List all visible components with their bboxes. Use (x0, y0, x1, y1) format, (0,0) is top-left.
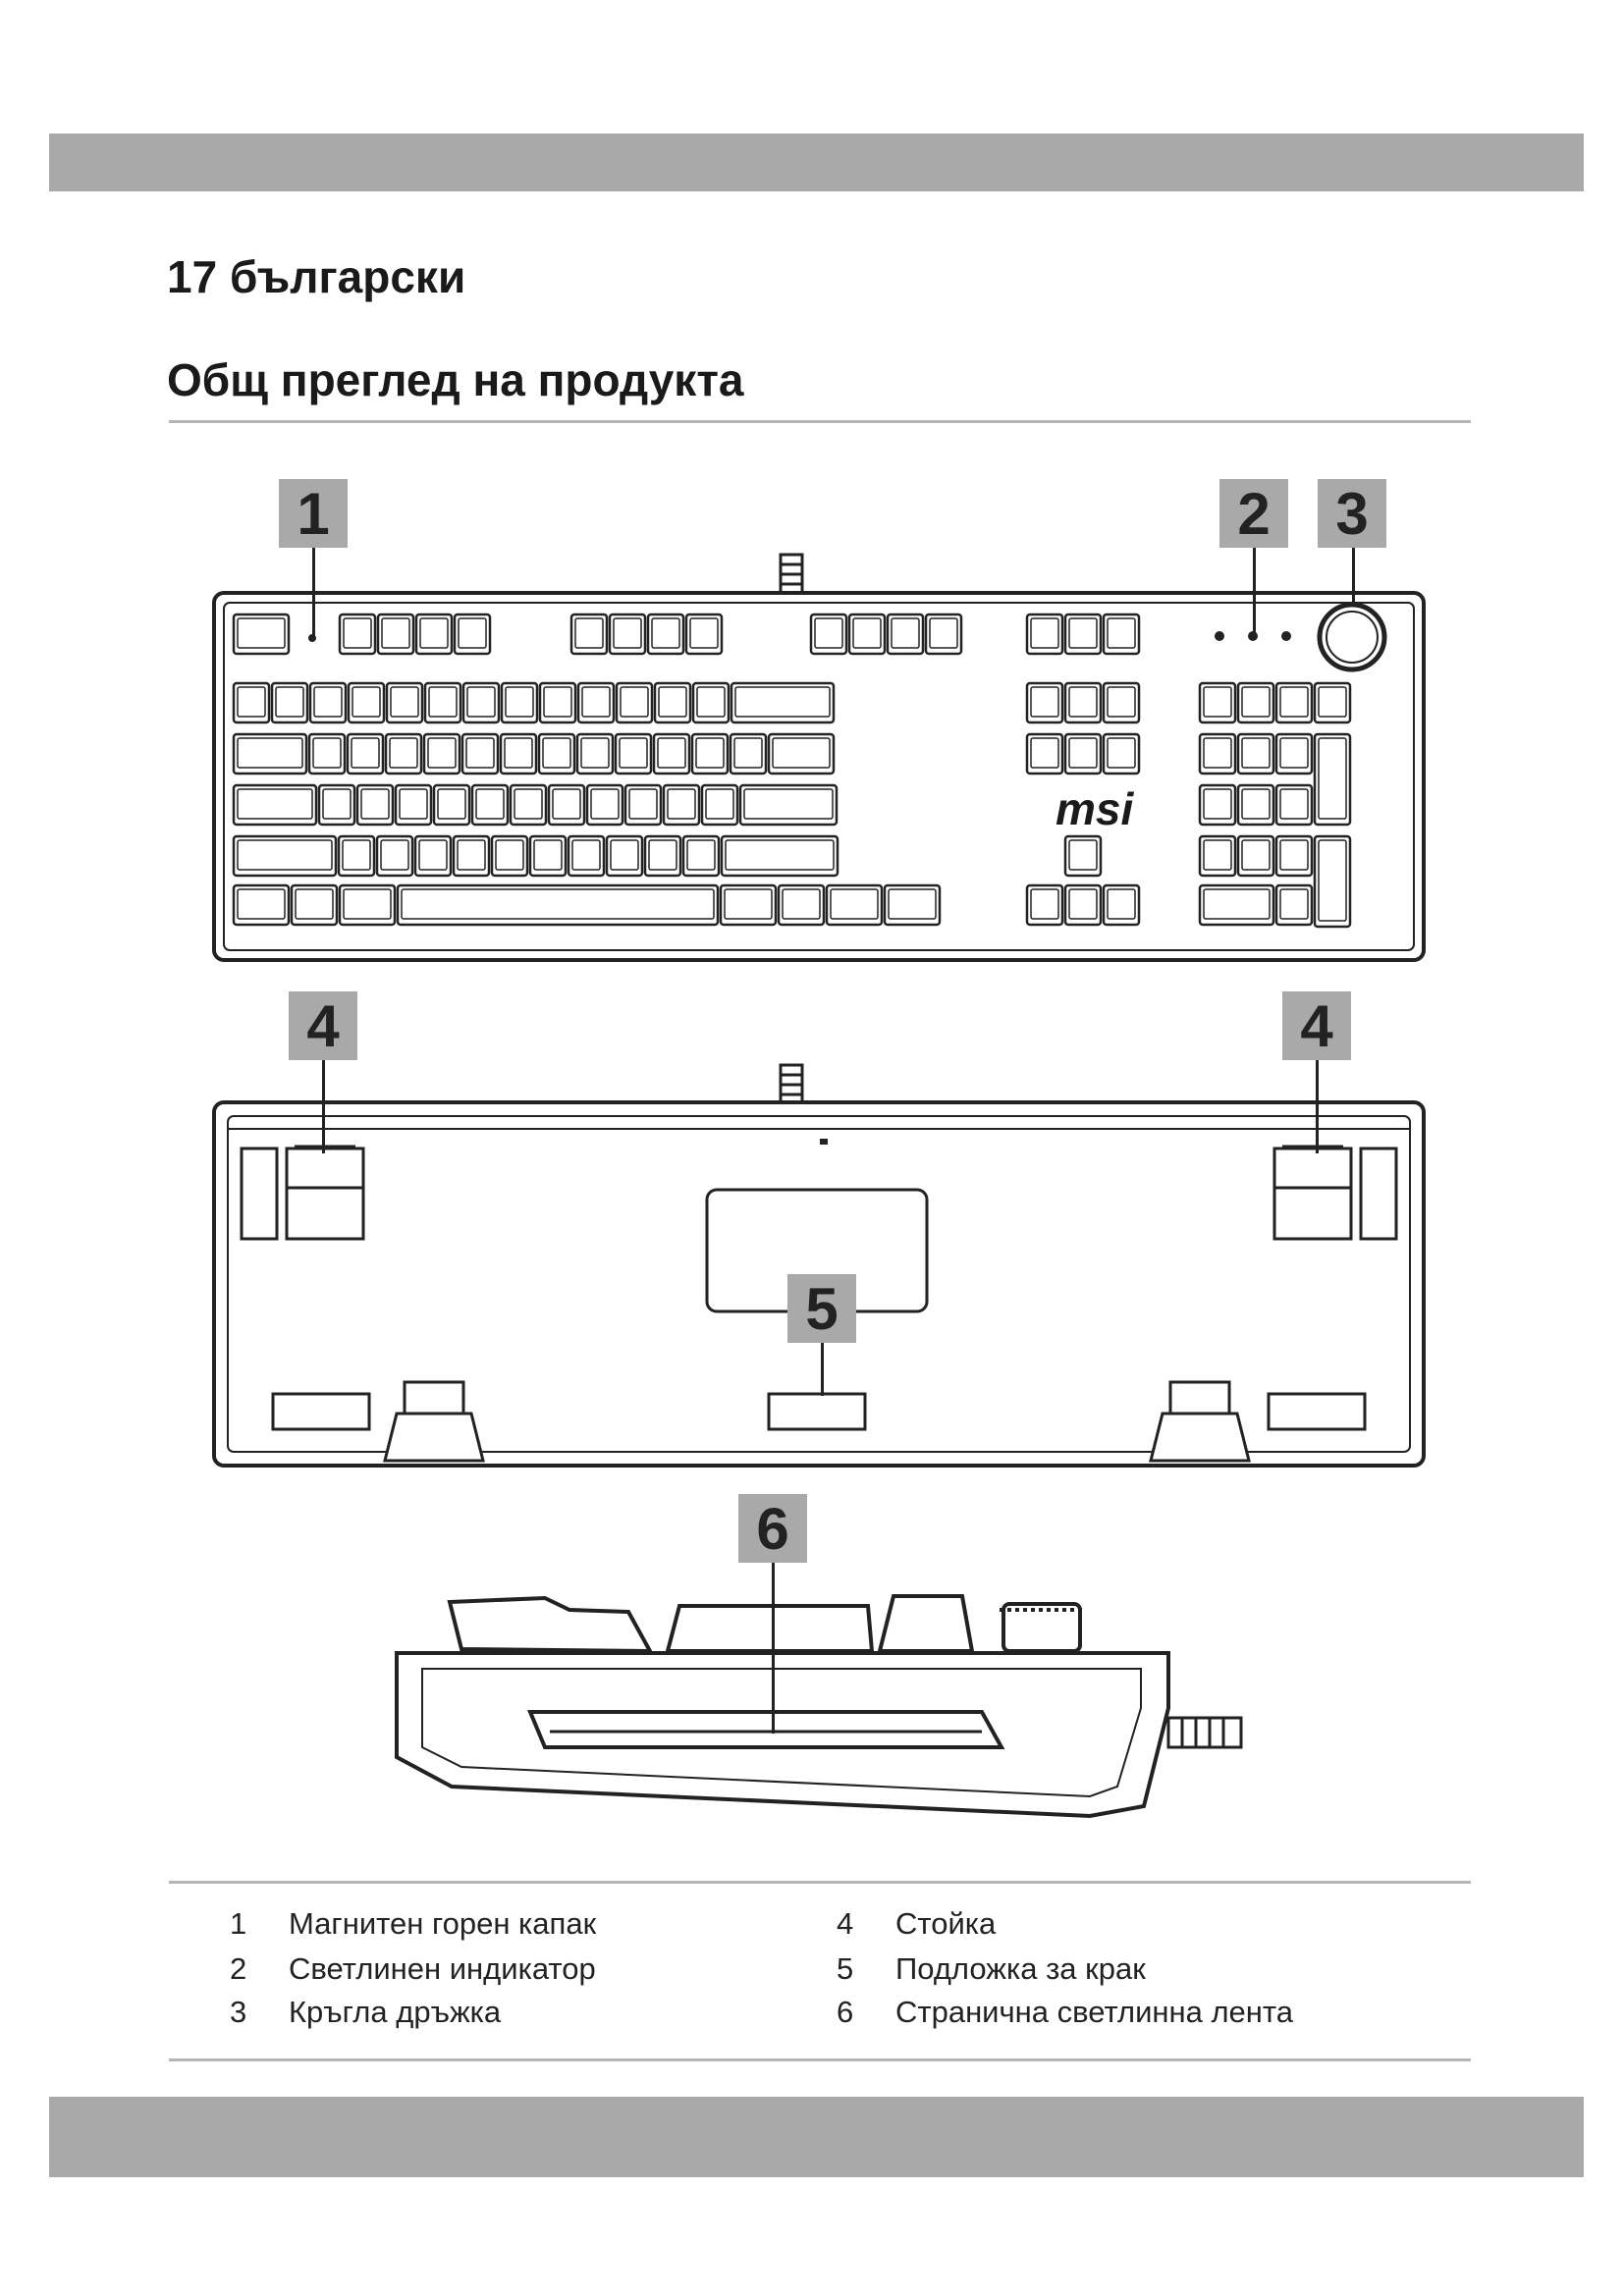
legend-item-3: 3 Кръгла дръжка (230, 1995, 502, 2029)
keycap-top (1108, 618, 1135, 648)
callout-3-leader (1352, 546, 1355, 605)
stand-right (1274, 1147, 1396, 1239)
keycap-top (391, 687, 418, 717)
bottom-band (49, 2097, 1584, 2177)
keycap-top (889, 889, 936, 919)
keycap-top (1108, 738, 1135, 768)
keycap-top (459, 618, 486, 648)
legend-item-4: 4 Стойка (837, 1906, 997, 1941)
keycap-top (1280, 889, 1308, 919)
keycap-top (687, 840, 715, 870)
legend-item-5: 5 Подложка за крак (837, 1951, 1146, 1986)
callout-4-right: 4 (1282, 991, 1351, 1060)
keycap-top (1204, 687, 1231, 717)
keycap-top (1242, 840, 1270, 870)
keycap-top (382, 618, 409, 648)
cable-top (781, 555, 802, 594)
keycap-top (314, 687, 342, 717)
keycap-top (629, 789, 657, 819)
keycap-top (572, 840, 600, 870)
legend-divider-bottom (169, 2058, 1471, 2061)
keycap-top (1204, 789, 1231, 819)
keycap-top (1031, 618, 1058, 648)
keyboard-side-view (397, 1596, 1168, 1816)
section-title: 17 български (167, 251, 466, 302)
stand-left (242, 1147, 363, 1239)
keycap-top (344, 889, 391, 919)
keycap-top (313, 738, 341, 768)
cable-bottom (781, 1065, 802, 1104)
keycap-top (930, 618, 957, 648)
keycap-top (390, 738, 417, 768)
keycap-top (420, 618, 448, 648)
keycap-top (652, 618, 679, 648)
callout-2: 2 (1219, 479, 1288, 548)
keycap-top (344, 618, 371, 648)
keycap-top (466, 738, 494, 768)
keycap-top (697, 687, 725, 717)
keycap-top (419, 840, 447, 870)
keycap-top (696, 738, 724, 768)
callout-2-leader (1253, 546, 1256, 632)
callout-5-leader (821, 1335, 824, 1396)
callout-6: 6 (738, 1494, 807, 1563)
keycap-top (1108, 687, 1135, 717)
keycap-top (343, 840, 370, 870)
keycap-top (783, 889, 820, 919)
keycap-top (1069, 738, 1097, 768)
keycap-top (1069, 889, 1097, 919)
keycap-top (1031, 889, 1058, 919)
keycap-top (591, 789, 619, 819)
keycap-top (1204, 840, 1231, 870)
legend-item-2: 2 Светлинен индикатор (230, 1951, 596, 1986)
keycap-top (428, 738, 456, 768)
keycap-top (238, 687, 265, 717)
keycap-top (458, 840, 485, 870)
keycap-top (611, 840, 638, 870)
keycap-top (1069, 618, 1097, 648)
keycap-top (668, 789, 695, 819)
keycap-top (1280, 789, 1308, 819)
keycap-top (1280, 840, 1308, 870)
keycap-top (544, 687, 571, 717)
callout-6-leader (772, 1561, 775, 1734)
keycap-top (543, 738, 570, 768)
callout-3: 3 (1318, 479, 1386, 548)
keycap-top (429, 687, 457, 717)
keycap-top (1319, 687, 1346, 717)
keycap-top (323, 789, 351, 819)
keycap-top (1280, 738, 1308, 768)
keycap-top (514, 789, 542, 819)
keycap-top (238, 738, 302, 768)
keycap-top (1319, 738, 1346, 819)
callout-1-leader (312, 545, 315, 635)
callout-4-right-leader (1316, 1057, 1319, 1153)
callout-1: 1 (279, 479, 348, 548)
keycap-top (831, 889, 878, 919)
keycap-top (1031, 738, 1058, 768)
callout-5: 5 (787, 1274, 856, 1343)
keycap-top (773, 738, 830, 768)
legend-divider-top (169, 1881, 1471, 1884)
keycap-top (1280, 687, 1308, 717)
keycap-top (1108, 889, 1135, 919)
keycap-top (238, 840, 332, 870)
keycap-top (853, 618, 881, 648)
keycap-top (553, 789, 580, 819)
legend-item-1: 1 Магнитен горен капак (230, 1906, 597, 1941)
keycap-top (659, 687, 686, 717)
keycap-top (1242, 789, 1270, 819)
keycap-top (276, 687, 303, 717)
keycap-top (496, 840, 523, 870)
keycap-top (506, 687, 533, 717)
keycap-top (1069, 840, 1097, 870)
keycap-top (815, 618, 842, 648)
keycap-top (361, 789, 389, 819)
keycap-top (735, 687, 830, 717)
keycap-top (476, 789, 504, 819)
keycap-top (614, 618, 641, 648)
keycap-top (744, 789, 833, 819)
keycap-top (734, 738, 762, 768)
legend-item-6: 6 Странична светлинна лента (837, 1995, 1294, 2029)
keycap-top (352, 687, 380, 717)
keycap-top (238, 789, 312, 819)
keycap-top (892, 618, 919, 648)
page-heading: Общ преглед на продукта (167, 354, 744, 405)
keycap-top (649, 840, 677, 870)
msi-logo: msi (1056, 783, 1134, 834)
keycap-top (238, 889, 285, 919)
round-knob (1320, 605, 1384, 669)
keycap-top (575, 618, 603, 648)
keycap-top (296, 889, 333, 919)
keycap-top (1242, 687, 1270, 717)
keycap-top (658, 738, 685, 768)
keycap-top (505, 738, 532, 768)
keycap-top (1204, 889, 1270, 919)
keycap-top (400, 789, 427, 819)
keycap-top (1204, 738, 1231, 768)
keycap-top (726, 840, 834, 870)
keycap-top (467, 687, 495, 717)
keycap-top (581, 738, 609, 768)
keycap-top (534, 840, 562, 870)
keycap-top (1069, 687, 1097, 717)
keycap-top (1031, 687, 1058, 717)
keycap-top (381, 840, 408, 870)
keycap-top (582, 687, 610, 717)
keycap-top (1242, 738, 1270, 768)
keycap-top (620, 738, 647, 768)
keycap-top (238, 618, 285, 648)
keycap-top (690, 618, 718, 648)
cable-side (1168, 1718, 1241, 1747)
keycap-top (402, 889, 714, 919)
keycap-top (1319, 840, 1346, 921)
keycap-top (725, 889, 772, 919)
keycap-top (706, 789, 733, 819)
callout-4-left: 4 (289, 991, 357, 1060)
keycap-top (438, 789, 465, 819)
callout-4-left-leader (322, 1057, 325, 1153)
keycap-top (621, 687, 648, 717)
keycap-top (352, 738, 379, 768)
